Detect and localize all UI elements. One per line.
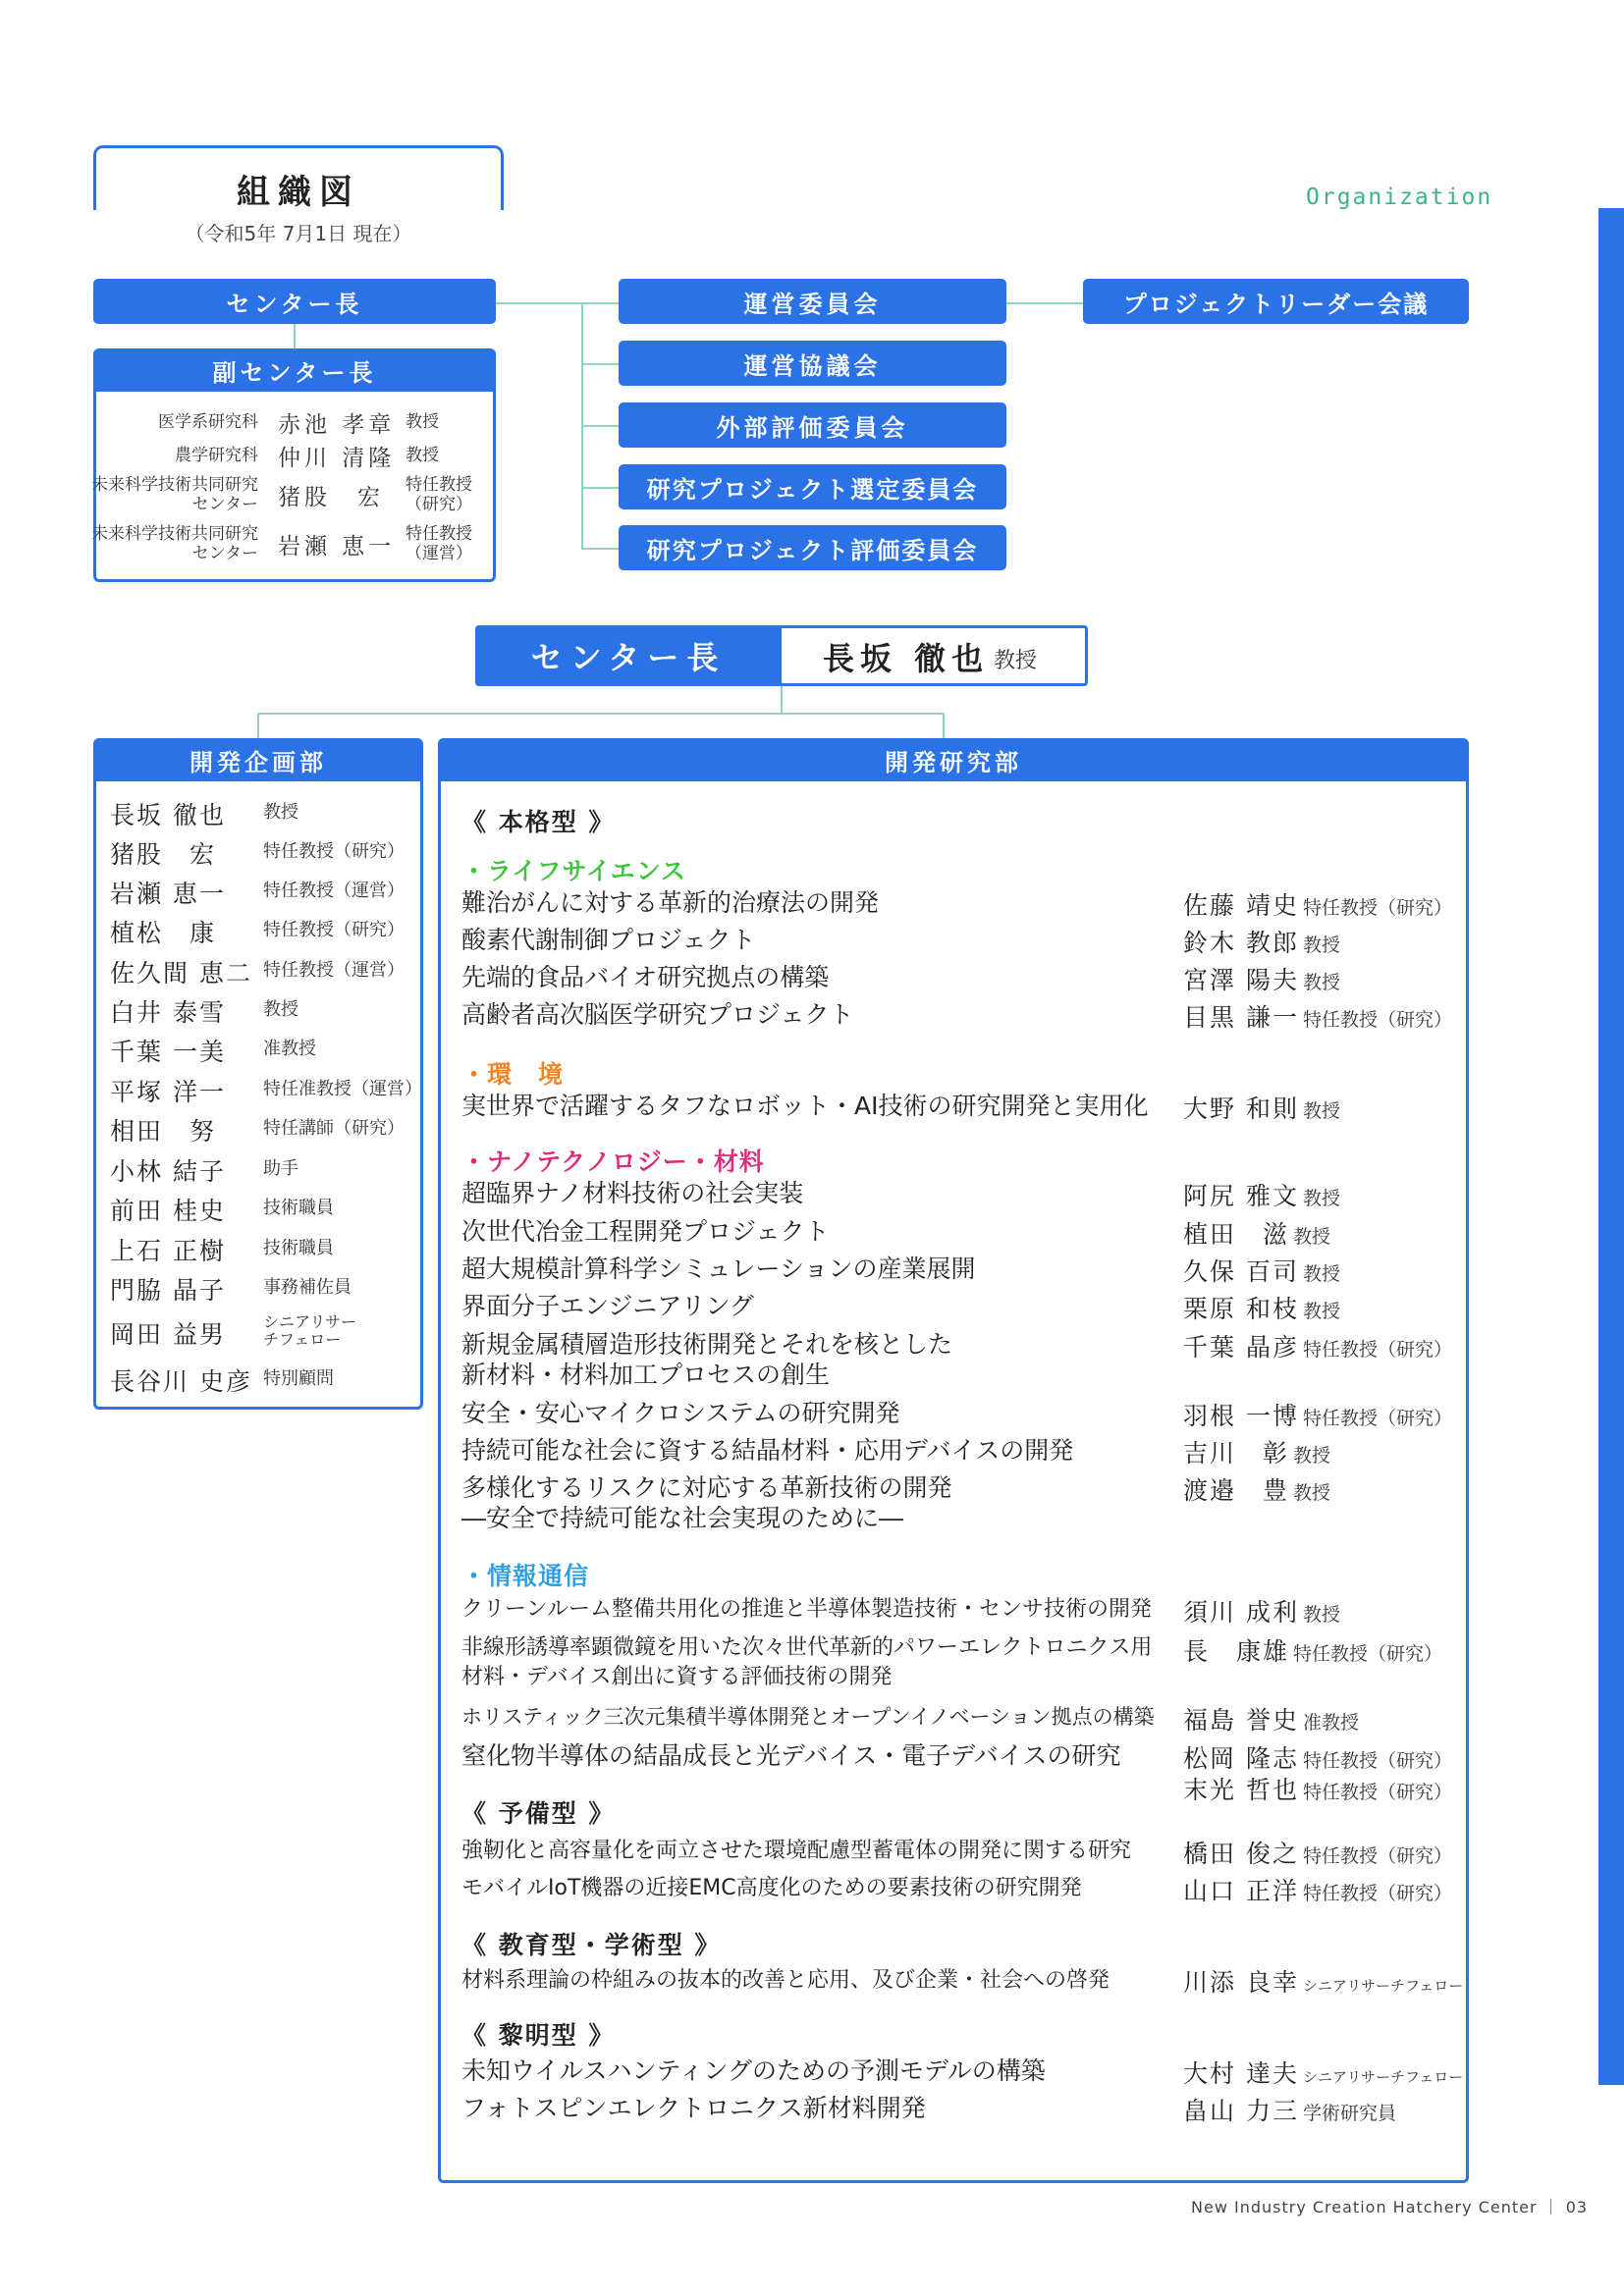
project-text-line2: 材料・デバイス創出に資する評価技術の開発 [461, 1665, 893, 1689]
section-yobi: 《 予備型 》 [461, 1799, 616, 1828]
staff-name: 白井 泰雪 [110, 998, 226, 1027]
vice-title: 教授 [406, 446, 439, 465]
project-text: 多様化するリスクに対応する革新技術の開発 [461, 1473, 952, 1502]
category-nano: ・ナノテクノロジー・材料 [461, 1148, 765, 1176]
project-leader: 橋田 俊之 特任教授（研究） [1183, 1840, 1452, 1868]
side-accent-bar [1598, 208, 1624, 2085]
director-bar-label: センター長 [475, 625, 782, 686]
staff-title: 特任教授（運営） [263, 881, 405, 901]
staff-name: 相田 努 [110, 1117, 217, 1146]
connector-line [581, 425, 621, 427]
project-text: 超臨界ナノ材料技術の社会実装 [461, 1179, 804, 1207]
category-life-science: ・ライフサイエンス [461, 857, 687, 885]
vice-name: 岩瀬 恵一 [278, 534, 396, 560]
staff-name: 岡田 益男 [110, 1320, 226, 1349]
project-text: ホリスティック三次元集積半導体開発とオープンイノベーション拠点の構築 [461, 1705, 1155, 1729]
project-text: 次世代冶金工程開発プロジェクト [461, 1217, 830, 1246]
project-leader: 宮澤 陽夫 教授 [1183, 966, 1340, 994]
project-text: 先端的食品バイオ研究拠点の構築 [461, 963, 830, 991]
project-text: 窒化物半導体の結晶成長と光デバイス・電子デバイスの研究 [461, 1741, 1121, 1770]
page-footer: New Industry Creation Hatchery Center ｜ 03 [1191, 2198, 1589, 2216]
project-leader: 千葉 晶彦 特任教授（研究） [1183, 1333, 1452, 1362]
project-text: 非線形誘導率顕微鏡を用いた次々世代革新的パワーエレクトロニクス用 [461, 1635, 1153, 1660]
connector-line [581, 363, 621, 365]
project-text: 高齢者高次脳医学研究プロジェクト [461, 1000, 854, 1029]
vice-dept: 未来科学技術共同研究センター [91, 475, 258, 514]
project-leader: 末光 哲也 特任教授（研究） [1183, 1776, 1452, 1804]
project-leader: 畠山 力三 学術研究員 [1183, 2097, 1396, 2125]
committee-external-eval: 外部評価委員会 [619, 402, 1006, 448]
project-text: 材料系理論の枠組みの抜本的改善と応用、及び企業・社会への啓発 [461, 1968, 1110, 1993]
project-leader: 羽根 一博 特任教授（研究） [1183, 1402, 1452, 1430]
connector-line [496, 302, 621, 304]
vice-title: 特任教授（運営） [406, 524, 472, 563]
connector-line [943, 713, 945, 740]
committee-council: 運営協議会 [619, 341, 1006, 386]
project-text: 酸素代謝制御プロジェクト [461, 926, 756, 954]
project-leader-meeting: プロジェクトリーダー会議 [1083, 279, 1469, 324]
director-box: センター長 [93, 279, 496, 324]
project-text: フォトスピンエレクトロニクス新材料開発 [461, 2094, 926, 2122]
project-text: 持続可能な社会に資する結晶材料・応用デバイスの開発 [461, 1436, 1074, 1465]
staff-name: 平塚 洋一 [110, 1078, 226, 1106]
staff-title: 技術職員 [263, 1198, 334, 1218]
project-leader: 栗原 和枝 教授 [1183, 1295, 1340, 1323]
project-leader: 吉川 彰 教授 [1183, 1439, 1331, 1468]
project-leader: 大野 和則 教授 [1183, 1095, 1340, 1123]
project-text-line2: 新材料・材料加工プロセスの創生 [461, 1361, 831, 1389]
vice-dept: 医学系研究科 [158, 412, 258, 432]
vice-dept: 農学研究科 [175, 446, 258, 465]
project-leader: 川添 良幸 シニアリサーチフェロー [1183, 1968, 1464, 1997]
vice-director-header: 副センター長 [93, 348, 496, 392]
staff-name: 千葉 一美 [110, 1038, 226, 1066]
staff-title: 特任講師（研究） [263, 1118, 405, 1139]
section-kyoiku: 《 教育型・学術型 》 [461, 1931, 722, 1959]
section-honkaku: 《 本格型 》 [461, 808, 616, 836]
staff-title: 特任教授（研究） [263, 841, 405, 862]
staff-title: 特任教授（研究） [263, 920, 405, 940]
committee-steering: 運営委員会 [619, 279, 1006, 324]
research-dept-header: 開発研究部 [438, 738, 1469, 781]
staff-title: シニアリサーチフェロー [263, 1312, 357, 1349]
staff-name: 植松 康 [110, 919, 217, 947]
committee-project-eval: 研究プロジェクト評価委員会 [619, 525, 1006, 570]
staff-name: 前田 桂史 [110, 1197, 226, 1225]
vice-dept: 未来科学技術共同研究センター [91, 524, 258, 563]
page-title: 組織図 [237, 173, 360, 212]
staff-name: 佐久間 恵二 [110, 959, 252, 988]
project-text: 実世界で活躍するタフなロボット・AI技術の研究開発と実用化 [461, 1092, 1149, 1120]
project-leader: 久保 百司 教授 [1183, 1257, 1340, 1286]
connector-line [257, 713, 945, 715]
organization-label: Organization [1306, 185, 1493, 210]
project-leader: 須川 成利 教授 [1183, 1598, 1340, 1627]
vice-name: 赤池 孝章 [278, 412, 396, 438]
staff-title: 助手 [263, 1158, 298, 1179]
connector-line [581, 487, 621, 489]
project-leader: 植田 滋 教授 [1183, 1220, 1331, 1249]
project-leader: 阿尻 雅文 教授 [1183, 1182, 1340, 1210]
staff-name: 上石 正樹 [110, 1237, 226, 1265]
staff-title: 特別顧問 [263, 1368, 334, 1389]
staff-name: 長坂 徹也 [110, 801, 226, 829]
connector-line [1006, 302, 1085, 304]
project-text: 難治がんに対する革新的治療法の開発 [461, 888, 880, 917]
section-reimei: 《 黎明型 》 [461, 2021, 616, 2050]
project-text: 新規金属積層造形技術開発とそれを核とした [461, 1330, 953, 1359]
connector-line [257, 713, 259, 740]
vice-title: 教授 [406, 412, 439, 432]
staff-title: 技術職員 [263, 1238, 334, 1258]
project-leader: 福島 誉史 准教授 [1183, 1706, 1359, 1735]
project-leader: 渡邉 豊 教授 [1183, 1476, 1331, 1505]
director-name: 長坂 徹也 [823, 640, 990, 677]
vice-title: 特任教授（研究） [406, 475, 472, 514]
staff-name: 猪股 宏 [110, 840, 217, 869]
date-note: （令和5年 7月1日 現在） [185, 222, 412, 245]
project-text: 界面分子エンジニアリング [461, 1292, 754, 1320]
project-text: 未知ウイルスハンティングのための予測モデルの構築 [461, 2056, 1046, 2085]
category-environment: ・環 境 [461, 1060, 565, 1089]
staff-title: 特任教授（運営） [263, 960, 405, 981]
project-leader: 佐藤 靖史 特任教授（研究） [1183, 891, 1452, 920]
staff-title: 教授 [263, 999, 298, 1020]
staff-name: 岩瀬 恵一 [110, 880, 226, 908]
staff-title: 事務補佐員 [263, 1277, 352, 1298]
project-leader: 鈴木 教郎 教授 [1183, 929, 1340, 957]
staff-name: 門脇 晶子 [110, 1276, 226, 1305]
vice-name: 猪股 宏 [278, 485, 384, 510]
project-text-line2: ―安全で持続可能な社会実現のために― [461, 1504, 904, 1532]
connector-line [581, 548, 621, 550]
planning-dept-header: 開発企画部 [93, 738, 423, 781]
vice-name: 仲川 清隆 [278, 446, 396, 471]
staff-name: 長谷川 史彦 [110, 1367, 252, 1396]
staff-title: 特任准教授（運営） [263, 1079, 422, 1099]
category-info: ・情報通信 [461, 1562, 590, 1590]
connector-line [781, 686, 783, 714]
project-text: クリーンルーム整備共用化の推進と半導体製造技術・センサ技術の開発 [461, 1597, 1153, 1622]
project-text: 安全・安心マイクロシステムの研究開発 [461, 1399, 900, 1427]
committee-project-selection: 研究プロジェクト選定委員会 [619, 464, 1006, 509]
project-leader: 大村 達夫 シニアリサーチフェロー [1183, 2059, 1464, 2088]
staff-title: 教授 [263, 802, 298, 823]
director-title: 教授 [994, 649, 1038, 673]
project-leader: 目黒 謙一 特任教授（研究） [1183, 1003, 1452, 1032]
project-leader: 松岡 隆志 特任教授（研究） [1183, 1744, 1452, 1773]
staff-title: 准教授 [263, 1039, 316, 1059]
project-text: 超大規模計算科学シミュレーションの産業展開 [461, 1255, 976, 1283]
project-text: 強靭化と高容量化を両立させた環境配慮型蓄電体の開発に関する研究 [461, 1839, 1132, 1863]
project-leader: 山口 正洋 特任教授（研究） [1183, 1877, 1452, 1905]
connector-line [294, 324, 296, 349]
project-text: モバイルIoT機器の近接EMC高度化のための要素技術の研究開発 [461, 1876, 1082, 1900]
staff-name: 小林 結子 [110, 1157, 226, 1186]
project-leader: 長 康雄 特任教授（研究） [1183, 1637, 1443, 1666]
